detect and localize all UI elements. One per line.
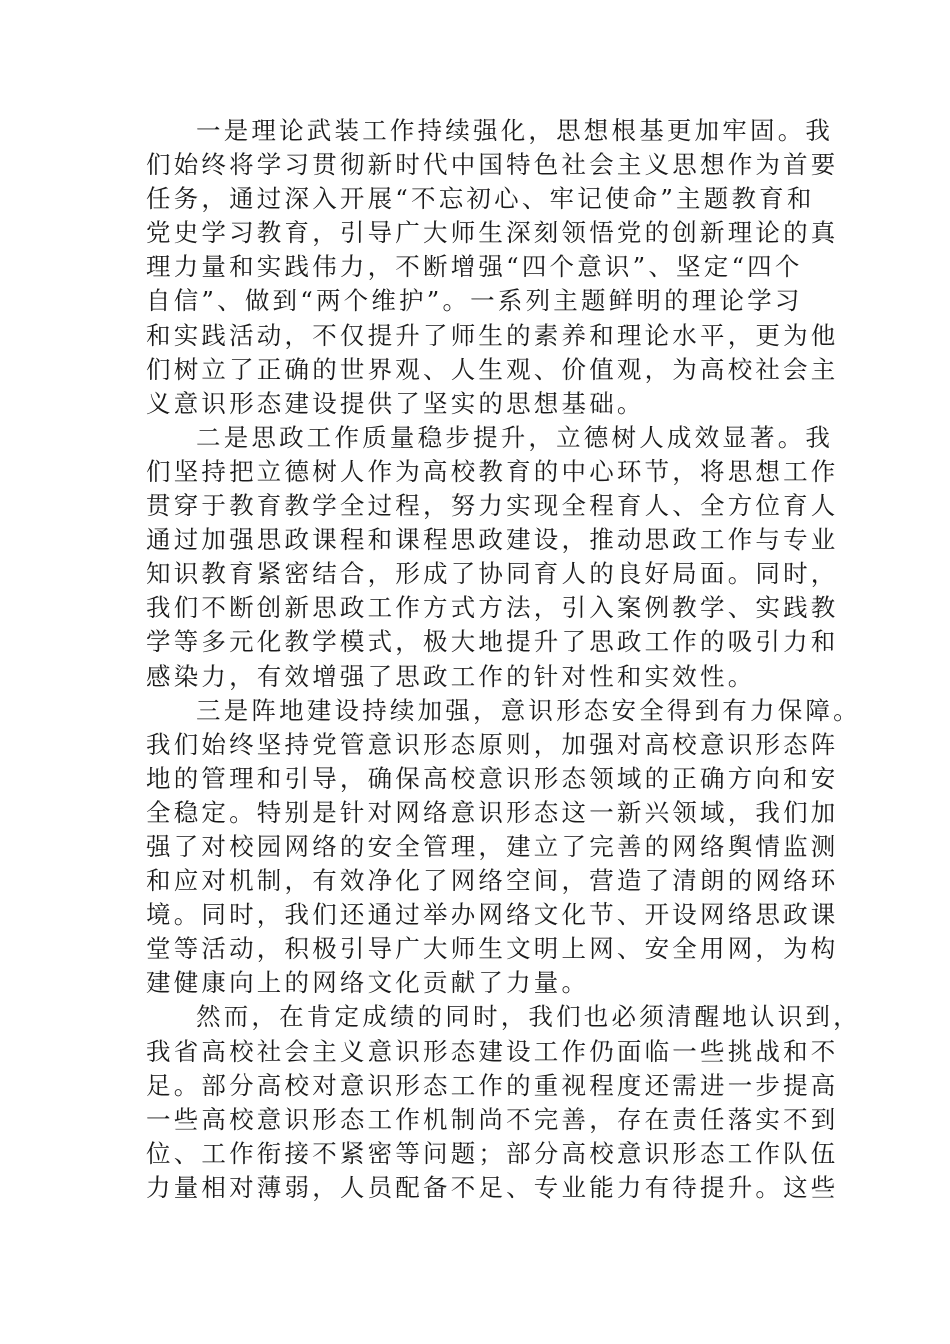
paragraph-2-line-1: 二是思政工作质量稳步提升，立德树人成效显著。我 bbox=[196, 422, 834, 452]
paragraph-1-line-6: 自信”、做到“两个维护”。一系列主题鲜明的理论学习 bbox=[146, 286, 803, 316]
paragraph-3-line-4: 全稳定。特别是针对网络意识形态这一新兴领域，我们加 bbox=[146, 797, 839, 827]
paragraph-2-line-3: 贯穿于教育教学全过程，努力实现全程育人、全方位育人 bbox=[146, 491, 839, 521]
paragraph-4-line-5: 位、工作衔接不紧密等问题；部分高校意识形态工作队伍 bbox=[146, 1138, 839, 1168]
paragraph-3-line-9: 建健康向上的网络文化贡献了力量。 bbox=[146, 968, 590, 998]
paragraph-4-line-6: 力量相对薄弱，人员配备不足、专业能力有待提升。这些 bbox=[146, 1172, 839, 1202]
paragraph-2-line-6: 我们不断创新思政工作方式方法，引入案例教学、实践教 bbox=[146, 593, 839, 623]
paragraph-1-line-8: 们树立了正确的世界观、人生观、价值观，为高校社会主 bbox=[146, 354, 839, 384]
document-body bbox=[146, 114, 861, 1205]
paragraph-3-line-3: 地的管理和引导，确保高校意识形态领域的正确方向和安 bbox=[146, 763, 839, 793]
paragraph-1-line-7: 和实践活动，不仅提升了师生的素养和理论水平，更为他 bbox=[146, 320, 839, 350]
paragraph-3-line-7: 境。同时，我们还通过举办网络文化节、开设网络思政课 bbox=[146, 900, 839, 930]
paragraph-4-line-4: 一些高校意识形态工作机制尚不完善，存在责任落实不到 bbox=[146, 1104, 839, 1134]
paragraph-4-line-3: 足。部分高校对意识形态工作的重视程度还需进一步提高 bbox=[146, 1070, 839, 1100]
paragraph-4-line-1: 然而，在肯定成绩的同时，我们也必须清醒地认识到， bbox=[196, 1002, 861, 1032]
paragraph-1-line-5: 理力量和实践伟力，不断增强“四个意识”、坚定“四个 bbox=[146, 252, 803, 282]
paragraph-2-line-5: 知识教育紧密结合，形成了协同育人的良好局面。同时， bbox=[146, 559, 839, 589]
paragraph-2-line-4: 通过加强思政课程和课程思政建设，推动思政工作与专业 bbox=[146, 525, 839, 555]
paragraph-1-line-1: 一是理论武装工作持续强化，思想根基更加牢固。我 bbox=[196, 116, 834, 145]
paragraph-3-line-8: 堂等活动，积极引导广大师生文明上网、安全用网，为构 bbox=[146, 934, 839, 964]
paragraph-1-line-9: 义意识形态建设提供了坚实的思想基础。 bbox=[146, 388, 645, 418]
paragraph-4-line-2: 我省高校社会主义意识形态建设工作仍面临一些挑战和不 bbox=[146, 1036, 839, 1066]
paragraph-2-line-7: 学等多元化教学模式，极大地提升了思政工作的吸引力和 bbox=[146, 627, 839, 657]
paragraph-3-line-6: 和应对机制，有效净化了网络空间，营造了清朗的网络环 bbox=[146, 866, 839, 896]
paragraph-1-line-2: 们始终将学习贯彻新时代中国特色社会主义思想作为首要 bbox=[146, 150, 839, 180]
paragraph-1-line-3: 任务，通过深入开展“不忘初心、牢记使命”主题教育和 bbox=[146, 184, 815, 214]
paragraph-3-line-1: 三是阵地建设持续加强，意识形态安全得到有力保障。 bbox=[196, 695, 861, 725]
paragraph-3-line-5: 强了对校园网络的安全管理，建立了完善的网络舆情监测 bbox=[146, 831, 839, 861]
paragraph-2-line-8: 感染力，有效增强了思政工作的针对性和实效性。 bbox=[146, 661, 756, 691]
paragraph-2-line-2: 们坚持把立德树人作为高校教育的中心环节，将思想工作 bbox=[146, 456, 839, 486]
paragraph-1-line-4: 党史学习教育，引导广大师生深刻领悟党的创新理论的真 bbox=[146, 218, 839, 248]
paragraph-3-line-2: 我们始终坚持党管意识形态原则，加强对高校意识形态阵 bbox=[146, 729, 839, 759]
